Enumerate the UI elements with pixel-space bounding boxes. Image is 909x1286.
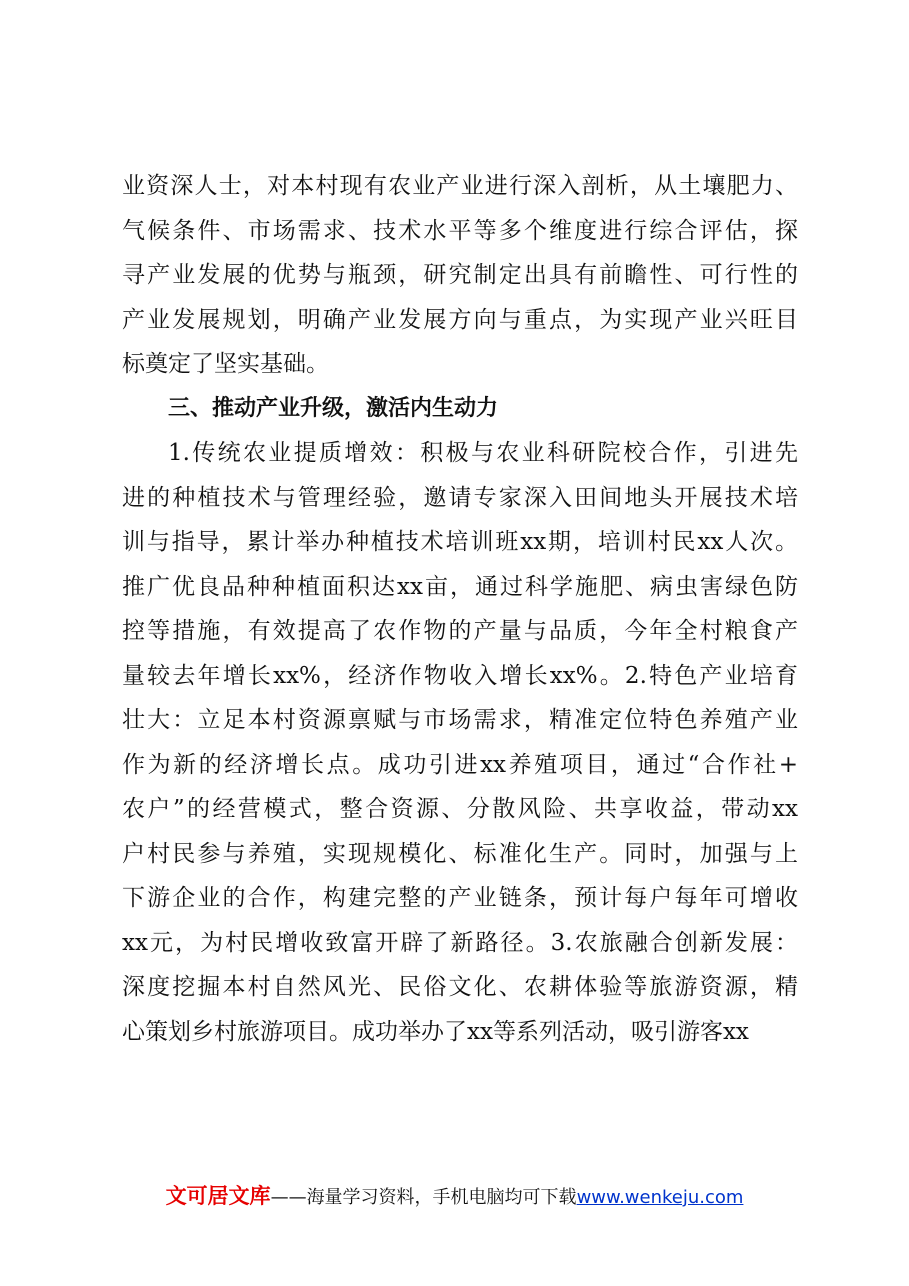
- paragraph-line: 业资深人士，对本村现有农业产业进行深入剖析，从土壤肥力、: [122, 173, 798, 199]
- paragraph-line: 控等措施，有效提高了农作物的产量与品质，今年全村粮食产: [122, 618, 798, 644]
- footer-brand: 文可居文库: [165, 1184, 271, 1208]
- paragraph-line: 标奠定了坚实基础。: [122, 351, 329, 377]
- paragraph-line: 壮大：立足本村资源禀赋与市场需求，精准定位特色养殖产业: [122, 707, 798, 733]
- paragraph-line: 产业发展规划，明确产业发展方向与重点，为实现产业兴旺目: [122, 306, 798, 333]
- paragraph-line: 下游企业的合作，构建完整的产业链条，预计每户每年可增收: [122, 885, 798, 911]
- paragraph-line: 户村民参与养殖，实现规模化、标准化生产。同时，加强与上: [122, 840, 798, 867]
- paragraph-line: xx元，为村民增收致富开辟了新路径。3.农旅融合创新发展：: [122, 929, 798, 956]
- paragraph-line: 进的种植技术与管理经验，邀请专家深入田间地头开展技术培: [122, 484, 798, 511]
- footer-website-link[interactable]: www.wenkeju.com: [576, 1187, 744, 1208]
- paragraph-line: 寻产业发展的优势与瓶颈，研究制定出具有前瞻性、可行性的: [122, 262, 798, 288]
- paragraph-line: 心策划乡村旅游项目。成功举办了xx等系列活动，吸引游客xx: [122, 1018, 749, 1045]
- document-body: [122, 164, 798, 1054]
- paragraph-line: 推广优良品种种植面积达xx亩，通过科学施肥、病虫害绿色防: [122, 573, 798, 600]
- section-heading: 三、推动产业升级，激活内生动力: [168, 395, 499, 421]
- paragraph-line: 1.传统农业提质增效：积极与农业科研院校合作，引进先: [168, 440, 798, 466]
- footer-tagline: ——海量学习资料，手机电脑均可下载: [270, 1187, 577, 1208]
- paragraph-line: 量较去年增长xx%，经济作物收入增长xx%。2.特色产业培育: [122, 662, 798, 689]
- paragraph-line: 深度挖掘本村自然风光、民俗文化、农耕体验等旅游资源，精: [122, 974, 798, 1000]
- paragraph-line: 农户”的经营模式，整合资源、分散风险、共享收益，带动xx: [122, 796, 798, 822]
- footer-banner: [0, 1180, 909, 1210]
- paragraph-line: 训与指导，累计举办种植技术培训班xx期，培训村民xx人次。: [122, 529, 798, 555]
- paragraph-line: 作为新的经济增长点。成功引进xx养殖项目，通过“合作社+: [122, 751, 798, 778]
- paragraph-line: 气候条件、市场需求、技术水平等多个维度进行综合评估，探: [122, 217, 798, 244]
